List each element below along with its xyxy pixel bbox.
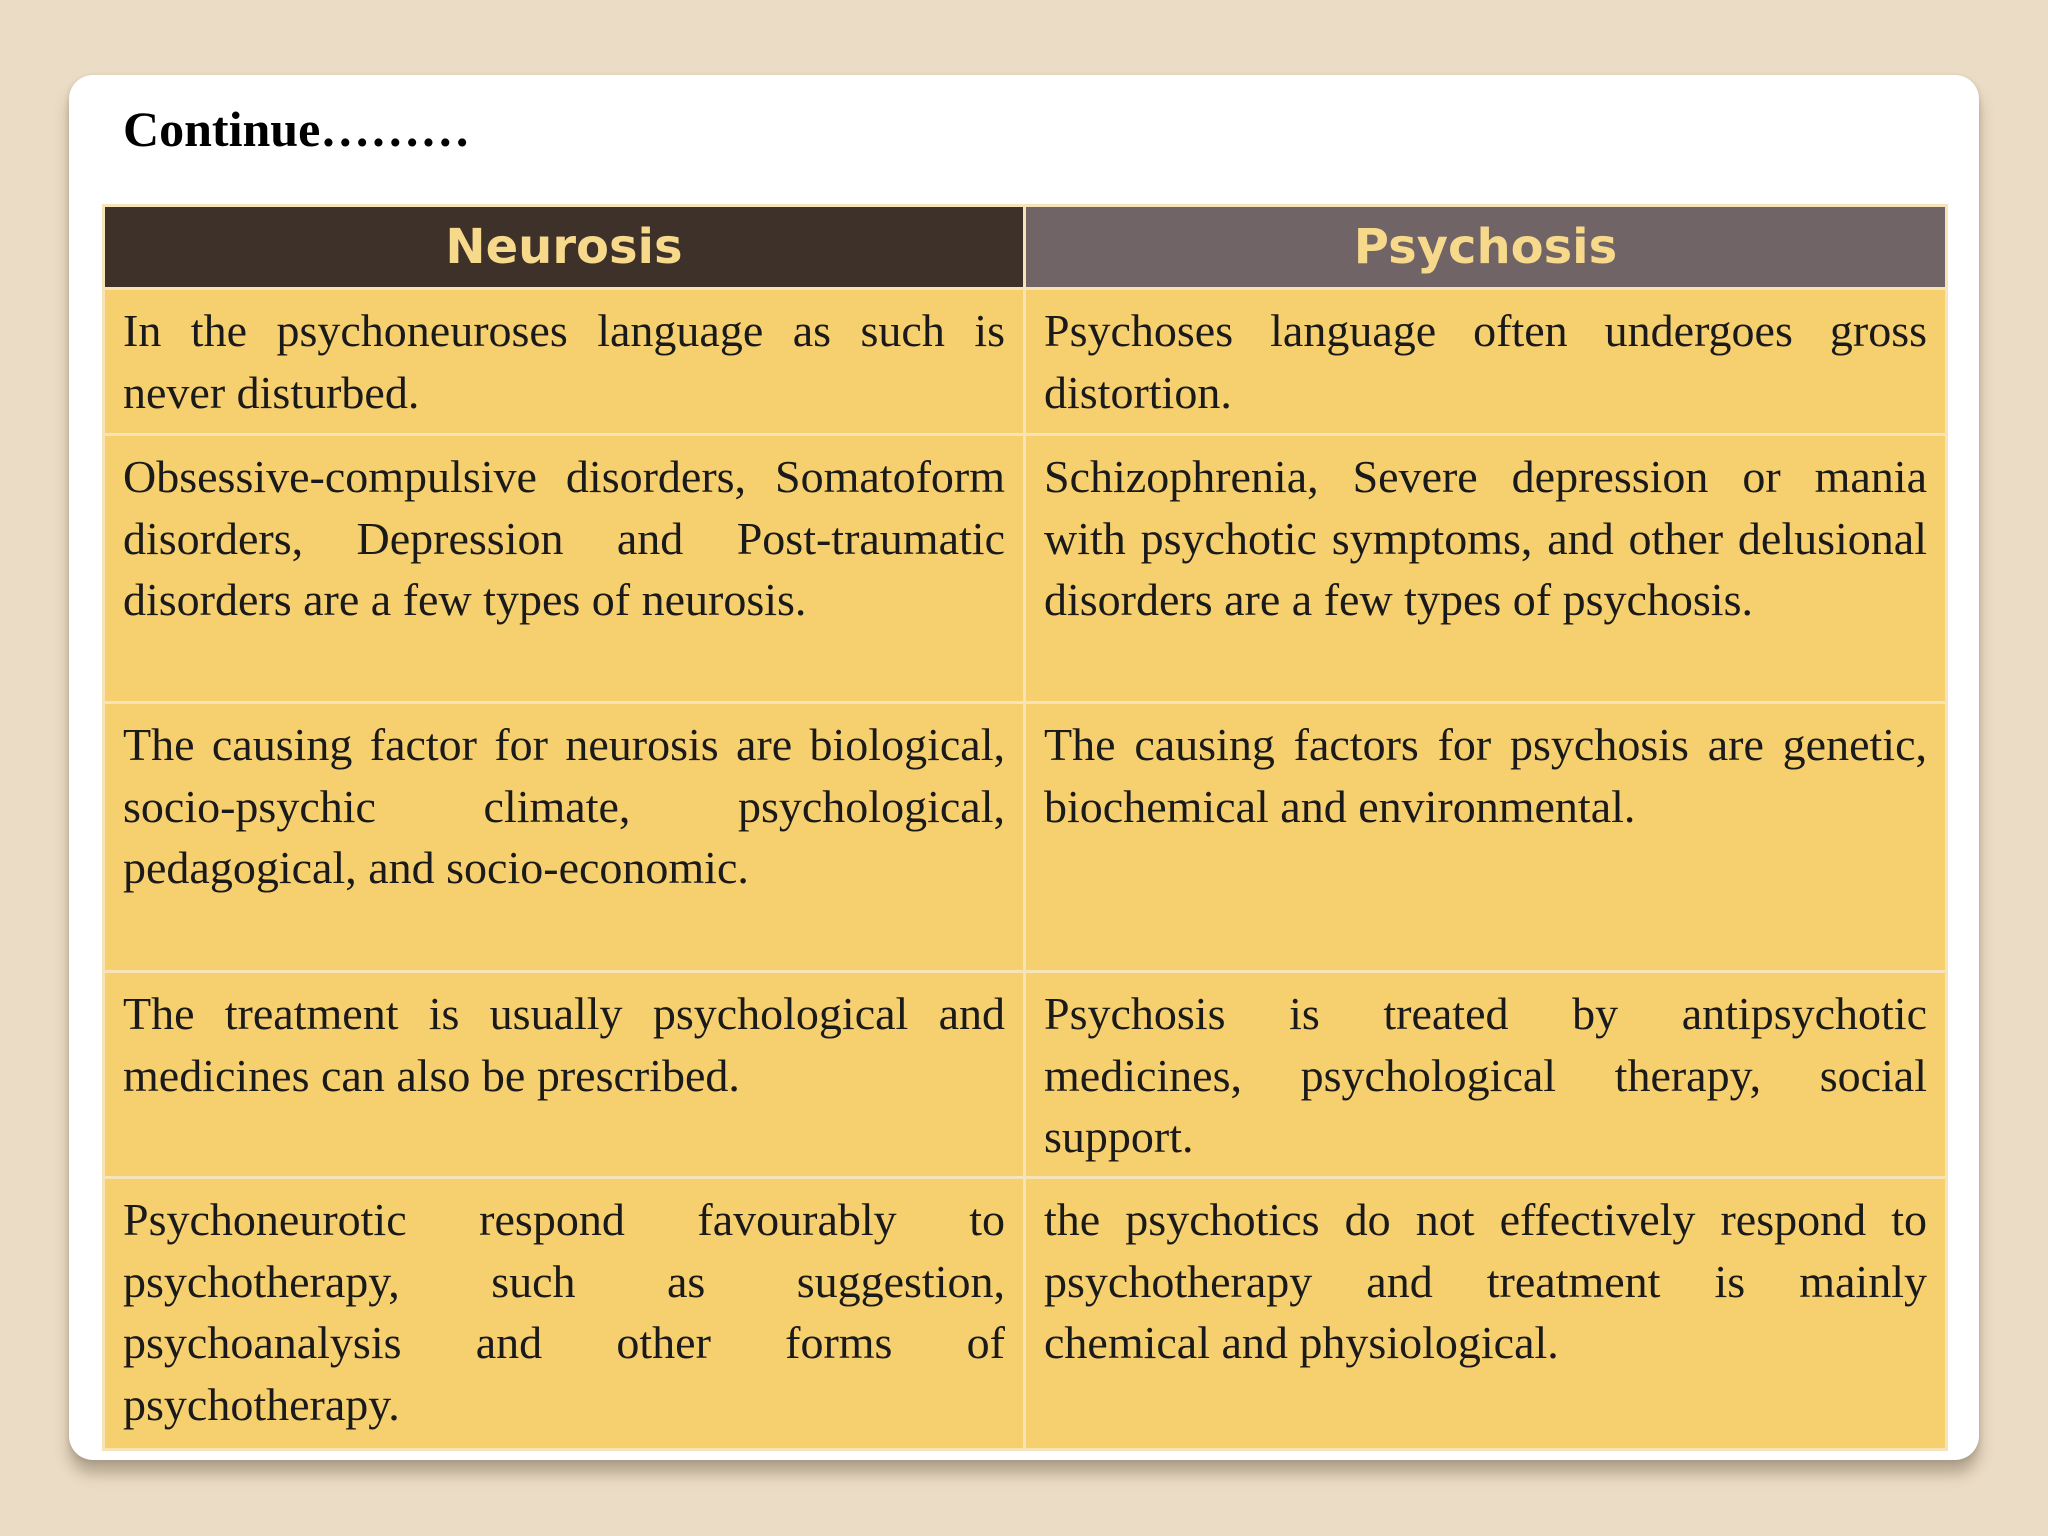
table-row: [104, 972, 1947, 1178]
neurosis-cell: [104, 972, 1025, 1178]
cell-text: the psychotics do not effectively respond to psychotherapy and treatment is mainly chemical and physiological.: [1044, 1194, 1927, 1368]
psychosis-cell: [1025, 703, 1947, 972]
neurosis-cell: [104, 1178, 1025, 1450]
table-row: [104, 289, 1947, 435]
cell-text: The causing factor for neurosis are biological, socio-psychic climate, psychological, pedagogical, and socio-economic.: [123, 719, 1005, 893]
psychosis-cell: [1025, 289, 1947, 435]
table-row: [104, 703, 1947, 972]
cell-text: Schizophrenia, Severe depression or mania with psychotic symptoms, and other delusional disorders are a few types of psychosis.: [1044, 451, 1927, 625]
table-header-row: [104, 206, 1947, 289]
psychosis-cell: [1025, 972, 1947, 1178]
table-row: [104, 435, 1947, 703]
cell-text: Obsessive-compulsive disorders, Somatoform disorders, Depression and Post-traumatic disorders are a few types of neurosis.: [123, 451, 1005, 625]
cell-text: In the psychoneuroses language as such is never disturbed.: [123, 305, 1005, 418]
psychosis-cell: [1025, 1178, 1947, 1450]
header-neurosis: Neurosis: [104, 206, 1025, 289]
header-psychosis: Psychosis: [1025, 206, 1947, 289]
neurosis-cell: [104, 435, 1025, 703]
cell-text: Psychoneurotic respond favourably to psychotherapy, such as suggestion, psychoanalysis and other forms of psychotherapy.: [123, 1194, 1005, 1430]
cell-text: Psychoses language often undergoes gross distortion.: [1044, 305, 1927, 418]
comparison-table: [102, 204, 1948, 1451]
table-row: [104, 1178, 1947, 1450]
neurosis-cell: [104, 289, 1025, 435]
cell-text: The causing factors for psychosis are genetic, biochemical and environmental.: [1044, 719, 1927, 832]
cell-text: The treatment is usually psychological and medicines can also be prescribed.: [123, 988, 1005, 1101]
neurosis-cell: [104, 703, 1025, 972]
slide-title: Continue………: [123, 101, 471, 157]
psychosis-cell: [1025, 435, 1947, 703]
cell-text: Psychosis is treated by antipsychotic medicines, psychological therapy, social support.: [1044, 988, 1927, 1162]
